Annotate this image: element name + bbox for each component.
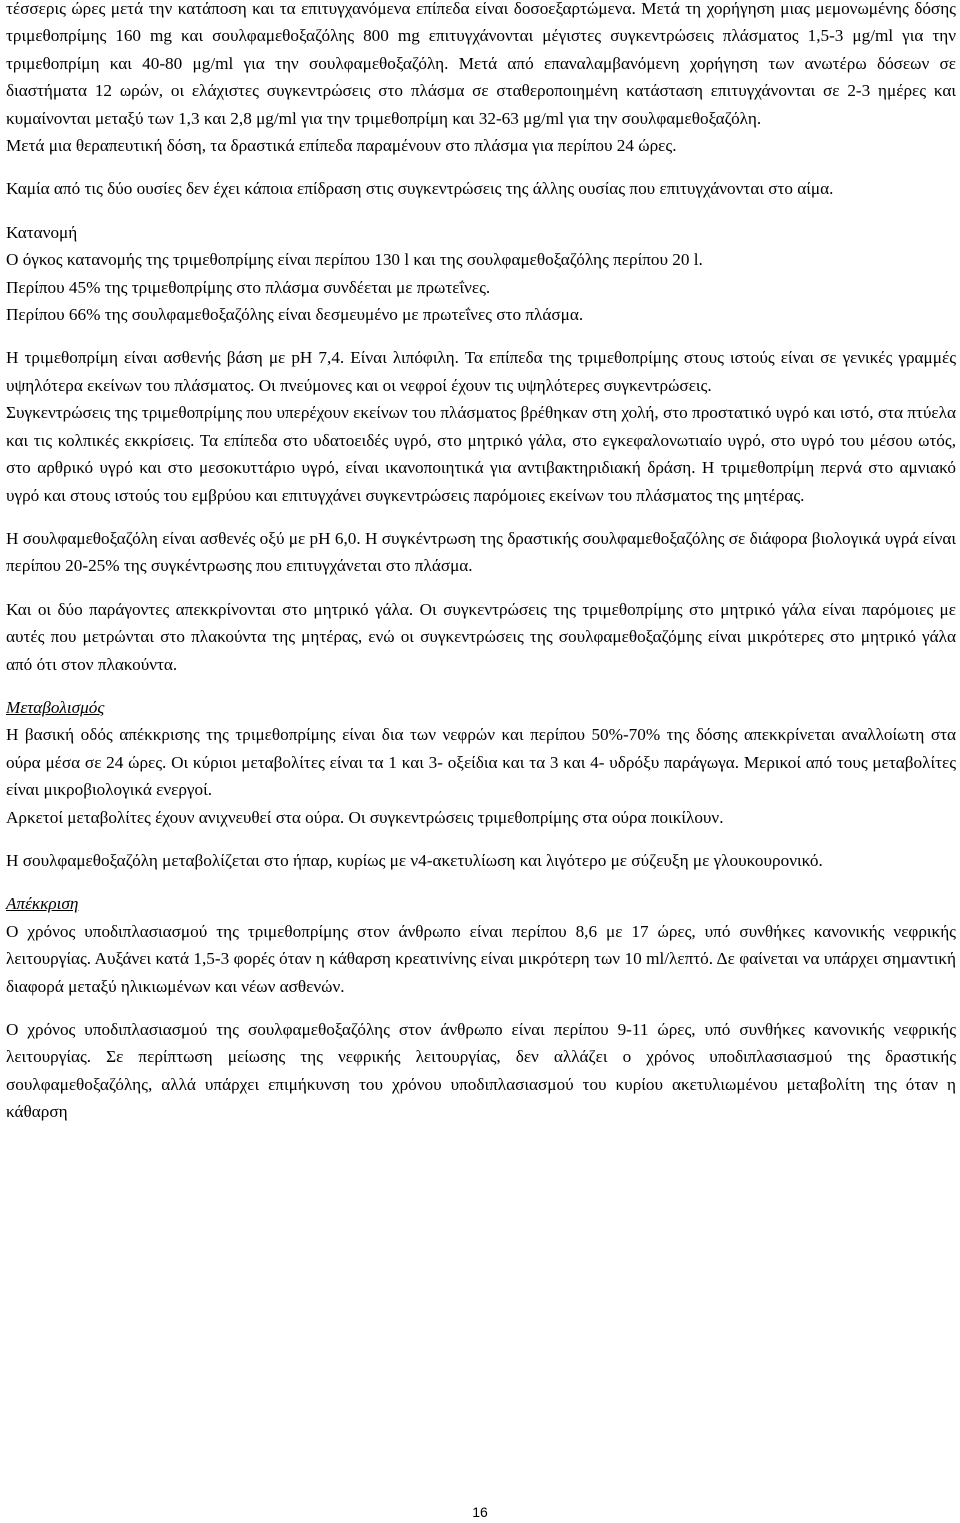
paragraph-smx-properties: Η σουλφαμεθοξαζόλη είναι ασθενές οξύ με pH 6,0. Η συγκέντρωση της δραστικής σουλφαμεθοξαζόλης σε διάφορα βιολογικά υγρά είναι περίπου 20-25% της συγκέντρωσης που επιτυγχάνεται στο πλάσμα.: [6, 528, 956, 576]
spacer: [6, 678, 956, 694]
paragraph-breast-milk: Και οι δύο παράγοντες απεκκρίνονται στο μητρικό γάλα. Οι συγκεντρώσεις της τριμεθοπρίμης στο μητρικό γάλα είναι παρόμοιες με αυτές που μετρώνται στο πλακούντα της μητέρας, ενώ οι συγκεντρώσεις της σουλφαμεθοξαζόμης είναι μικρότερες στο μητρικό γάλα από ότι στον πλακούντα.: [6, 599, 956, 674]
document-page: [6, 0, 956, 1126]
spacer: [6, 580, 956, 596]
paragraph-tmp-metabolism: Η βασική οδός απέκκρισης της τριμεθοπρίμης είναι δια των νεφρών και περίπου 50%-70% της δόσης απεκκρίνεται αναλλοίωτη στα ούρα μέσα σε 24 ώρες. Οι κύριοι μεταβολίτες είναι τα 1 και 3- οξείδια και τα 3 και 4- υδρόξυ παράγωγα. Μερικοί από τους μεταβολίτες είναι μικροβιολογικά ενεργοί.: [6, 725, 956, 800]
paragraph-tmp-half-life: Ο χρόνος υποδιπλασιασμού της τριμεθοπρίμης στον άνθρωπο είναι περίπου 8,6 με 17 ώρες, υπό συνθήκες κανονικής νεφρικής λειτουργίας. Αυξάνει κατά 1,5-3 φορές όταν η κάθαρση κρεατινίνης είναι μικρότερη των 10 ml/λεπτό. Δε φαίνεται να υπάρχει σημαντική διαφορά μεταξύ ηλικιωμένων και νέων ασθενών.: [6, 921, 956, 996]
paragraph-absorption: τέσσερις ώρες μετά την κατάποση και τα επιτυγχανόμενα επίπεδα είναι δοσοεξαρτώμενα. Μετά τη χορήγηση μιας μεμονωμένης δόσης τριμεθοπρίμης 160 mg και σουλφαμεθοξαζόλης 800 mg επιτυγχάνονται μέγιστες συγκεντρώσεις πλάσματος 1,5-3 μg/ml για την τριμεθοπρίμη και 40-80 μg/ml για την σουλφαμεθοξαζόλη. Μετά από επαναλαμβανόμενη χορήγηση των ανωτέρω δόσεων σε διαστήματα 12 ωρών, οι ελάχιστες συγκεντρώσεις στο πλάσμα σε σταθεροποιημένη κατάσταση επιτυγχάνονται σε 2-3 ημέρες και κυμαίνονται μεταξύ των 1,3 και 2,8 μg/ml για την τριμεθοπρίμη και 32-63 μg/ml για την σουλφαμεθοξαζόλη.: [6, 0, 956, 128]
paragraph-therapeutic-levels: Μετά μια θεραπευτική δόση, τα δραστικά επίπεδα παραμένουν στο πλάσμα για περίπου 24 ώρες.: [6, 136, 677, 156]
line-tmp-protein-binding: Περίπου 45% της τριμεθοπρίμης στο πλάσμα συνδέεται με πρωτεΐνες.: [6, 277, 491, 297]
paragraph-smx-metabolism: Η σουλφαμεθοξαζόλη μεταβολίζεται στο ήπαρ, κυρίως με ν4-ακετυλίωση και λιγότερο με σύζευξη με γλουκουρονικό.: [6, 850, 823, 870]
spacer: [6, 509, 956, 525]
spacer: [6, 874, 956, 890]
spacer: [6, 1000, 956, 1016]
heading-distribution: Κατανομή: [6, 222, 78, 242]
paragraph-urine-metabolites: Αρκετοί μεταβολίτες έχουν ανιχνευθεί στα ούρα. Οι συγκεντρώσεις τριμεθοπρίμης στα ούρα ποικίλουν.: [6, 807, 724, 827]
paragraph-tmp-properties: Η τριμεθοπρίμη είναι ασθενής βάση με pH 7,4. Είναι λιπόφιλη. Τα επίπεδα της τριμεθοπρίμης στους ιστούς είναι σε γενικές γραμμές υψηλότερα εκείνων του πλάσματος. Οι πνεύμονες και οι νεφροί έχουν τις υψηλότερες συγκεντρώσεις.: [6, 348, 956, 395]
spacer: [6, 328, 956, 344]
paragraph-interaction: Καμία από τις δύο ουσίες δεν έχει κάποια επίδραση στις συγκεντρώσεις της άλλης ουσίας που επιτυγχάνονται στο αίμα.: [6, 179, 834, 199]
paragraph-smx-half-life: Ο χρόνος υποδιπλασιασμού της σουλφαμεθοξαζόλης στον άνθρωπο είναι περίπου 9-11 ώρες, υπό συνθήκες κανονικής νεφρικής λειτουργίας. Σε περίπτωση μείωσης της νεφρικής λειτουργίας, δεν αλλάζει ο χρόνος υποδιπλασιασμού της δραστικής σουλφαμεθοξαζόλης, αλλά υπάρχει επιμήκυνση του χρόνου υποδιπλασιασμού του κυρίου ακετυλιωμένου μεταβολίτη της όταν η κάθαρση: [6, 1020, 956, 1122]
heading-metabolism: Μεταβολισμός: [6, 697, 105, 717]
spacer: [6, 203, 956, 219]
paragraph-tmp-tissue-concentrations: Συγκεντρώσεις της τριμεθοπρίμης που υπερέχουν εκείνων του πλάσματος βρέθηκαν στη χολή, στο προστατικό υγρό και ιστό, στα πτύελα και τις κολπικές εκκρίσεις. Τα επίπεδα στο υδατοειδές υγρό, στο μητρικό γάλα, στο εγκεφαλονωτιαίο υγρό, στο υγρό του μέσου ωτός, στο αρθρικό υγρό και στο μεσοκυττάριο υγρό, είναι ικανοποιητικά για αντιβακτηριδιακή δράση. Η τριμεθοπρίμη περνά στο αμνιακό υγρό και στους ιστούς του εμβρύου και επιτυγχάνει συγκεντρώσεις παρόμοιες εκείνων του πλάσματος της μητέρας.: [6, 403, 956, 505]
page-number: 16: [472, 1504, 488, 1520]
line-volume-of-distribution: Ο όγκος κατανομής της τριμεθοπρίμης είναι περίπου 130 l και της σουλφαμεθοξαζόλης περίπου 20 l.: [6, 250, 703, 270]
spacer: [6, 159, 956, 175]
line-smx-protein-binding: Περίπου 66% της σουλφαμεθοξαζόλης είναι δεσμευμένο με πρωτεΐνες στο πλάσμα.: [6, 305, 584, 325]
heading-excretion: Απέκκριση: [6, 894, 79, 914]
spacer: [6, 831, 956, 847]
